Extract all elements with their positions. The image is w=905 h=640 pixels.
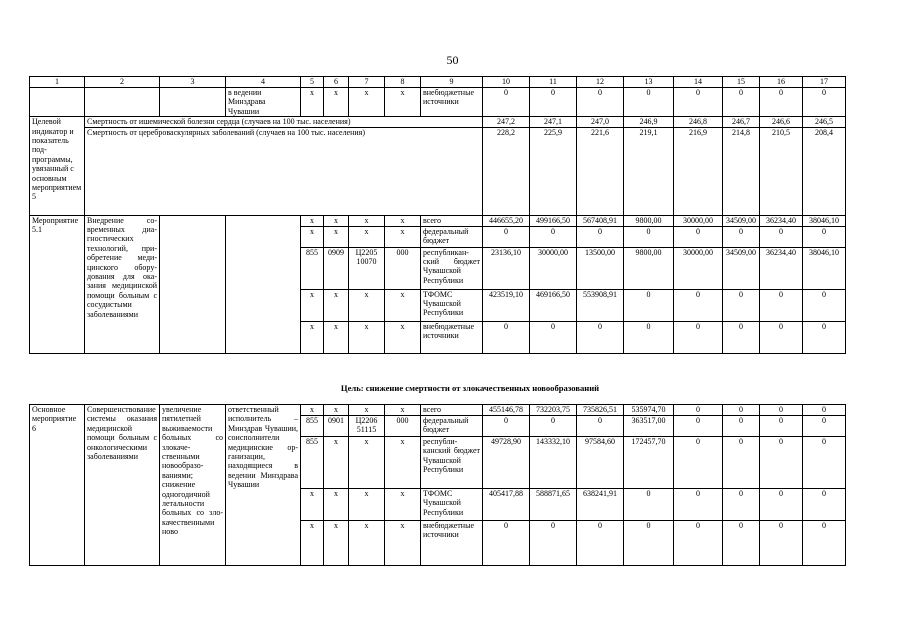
code-cell: x — [324, 405, 349, 416]
value-cell: 0 — [624, 321, 674, 353]
value-cell: 553908,91 — [577, 289, 624, 321]
code-cell: x — [324, 489, 349, 521]
column-number: 6 — [324, 77, 349, 88]
code-cell: 855 — [301, 247, 324, 289]
code-cell: x — [385, 437, 421, 489]
source-cell: внебюджетные источники — [421, 521, 483, 566]
value-cell: 732203,75 — [530, 405, 577, 416]
value-cell: 0 — [723, 437, 760, 489]
indicator-name: Смертность от цереброваскулярных заболеваний (случаев на 100 тыс. населения) — [85, 127, 483, 215]
table-row — [30, 215, 846, 226]
value-cell: 208,4 — [803, 127, 846, 215]
value-cell: 0 — [483, 416, 530, 437]
value-cell: 0 — [723, 321, 760, 353]
value-cell: 499166,50 — [530, 215, 577, 226]
measure-label: Основное мероприятие 6 — [30, 405, 85, 566]
value-cell: 0 — [530, 416, 577, 437]
value-cell: 0 — [803, 289, 846, 321]
page-number: 50 — [446, 53, 459, 67]
budget-table-lower — [29, 404, 846, 566]
value-cell: 535974,70 — [624, 405, 674, 416]
code-cell: x — [385, 405, 421, 416]
value-cell: 49728,90 — [483, 437, 530, 489]
code-cell: x — [349, 226, 385, 247]
value-cell: 0 — [803, 226, 846, 247]
value-cell: 0 — [674, 88, 723, 117]
value-cell: 246,7 — [723, 117, 760, 127]
value-cell: 34509,00 — [723, 247, 760, 289]
code-cell: x — [301, 321, 324, 353]
column-number: 15 — [723, 77, 760, 88]
value-cell: 0 — [803, 405, 846, 416]
value-cell: 0 — [624, 289, 674, 321]
code-cell: x — [385, 489, 421, 521]
code-cell: 855 — [301, 437, 324, 489]
value-cell: 0 — [674, 289, 723, 321]
value-cell: 0 — [674, 416, 723, 437]
empty-cell — [160, 215, 226, 353]
value-cell: 36234,40 — [760, 215, 803, 226]
source-cell: всего — [421, 215, 483, 226]
code-cell: x — [301, 405, 324, 416]
value-cell: 0 — [723, 405, 760, 416]
code-cell: x — [349, 437, 385, 489]
value-cell: 0 — [530, 88, 577, 117]
value-cell: 210,5 — [760, 127, 803, 215]
value-cell: 0 — [624, 88, 674, 117]
value-cell: 9800,00 — [624, 215, 674, 226]
code-cell: x — [385, 226, 421, 247]
code-cell: x — [385, 289, 421, 321]
value-cell: 0 — [760, 405, 803, 416]
column-number: 14 — [674, 77, 723, 88]
source-cell: ТФОМС Чувашской Республики — [421, 289, 483, 321]
code-cell: x — [301, 489, 324, 521]
measure-5-1-rows — [30, 215, 846, 353]
source-cell: внебюджетные источники — [421, 321, 483, 353]
value-cell: 30000,00 — [530, 247, 577, 289]
value-cell: 0 — [483, 226, 530, 247]
value-cell: 0 — [803, 521, 846, 566]
value-cell: 221,6 — [577, 127, 624, 215]
code-cell: 855 — [301, 416, 324, 437]
value-cell: 38046,10 — [803, 215, 846, 226]
value-cell: 13500,00 — [577, 247, 624, 289]
column-number: 16 — [760, 77, 803, 88]
value-cell: 0 — [530, 321, 577, 353]
budget-table-upper — [29, 76, 846, 354]
value-cell: 0 — [803, 437, 846, 489]
source-cell: федеральный бюджет — [421, 416, 483, 437]
value-cell: 0 — [760, 289, 803, 321]
column-number: 10 — [483, 77, 530, 88]
value-cell: 216,9 — [674, 127, 723, 215]
code-cell: x — [385, 88, 421, 117]
indicator-label: Целевой индикатор и показатель подпрограммы, увязанный с основным мероприятием 5 — [30, 117, 85, 215]
code-cell: x — [324, 215, 349, 226]
value-cell: 0 — [723, 521, 760, 566]
value-cell: 0 — [577, 88, 624, 117]
value-cell: 423519,10 — [483, 289, 530, 321]
value-cell: 0 — [674, 489, 723, 521]
value-cell: 246,5 — [803, 117, 846, 127]
value-cell: 0 — [674, 226, 723, 247]
measure-description: Совершенствование системы оказания медицинской помощи больным с онкологическими заболеваниями — [85, 405, 160, 566]
code-cell: x — [349, 88, 385, 117]
value-cell: 0 — [624, 226, 674, 247]
measure-label: Мероприятие 5.1 — [30, 215, 85, 353]
value-cell: 36234,40 — [760, 247, 803, 289]
measure-indicator: увеличение пятилетней выживаемости больных со злокачественными новообразованиями; снижение одногодичной летальности больных со злокачественными ново — [160, 405, 226, 566]
value-cell: 0 — [577, 321, 624, 353]
code-cell: x — [349, 215, 385, 226]
value-cell: 0 — [674, 521, 723, 566]
code-cell: 000 — [385, 247, 421, 289]
code-cell: x — [324, 289, 349, 321]
indicator-row — [30, 127, 846, 215]
value-cell: 455146,78 — [483, 405, 530, 416]
code-cell: x — [349, 289, 385, 321]
value-cell: 0 — [483, 321, 530, 353]
column-number: 17 — [803, 77, 846, 88]
code-cell: x — [301, 215, 324, 226]
column-number: 3 — [160, 77, 226, 88]
code-cell: x — [324, 521, 349, 566]
column-number: 13 — [624, 77, 674, 88]
column-number: 5 — [301, 77, 324, 88]
code-cell: 0909 — [324, 247, 349, 289]
table-row — [30, 405, 846, 416]
value-cell: 9800,00 — [624, 247, 674, 289]
value-cell: 247,1 — [530, 117, 577, 127]
column-number: 11 — [530, 77, 577, 88]
value-cell: 638241,91 — [577, 489, 624, 521]
empty-cell — [226, 215, 301, 353]
value-cell: 30000,00 — [674, 247, 723, 289]
value-cell: 0 — [674, 405, 723, 416]
value-cell: 469166,50 — [530, 289, 577, 321]
value-cell: 0 — [624, 489, 674, 521]
value-cell: 0 — [624, 521, 674, 566]
column-number: 1 — [30, 77, 85, 88]
value-cell: 0 — [760, 416, 803, 437]
code-cell: x — [349, 405, 385, 416]
value-cell: 0 — [803, 321, 846, 353]
value-cell: 567408,91 — [577, 215, 624, 226]
value-cell: 38046,10 — [803, 247, 846, 289]
header-row — [30, 77, 846, 88]
value-cell: 363517,00 — [624, 416, 674, 437]
code-cell: Ц2205 10070 — [349, 247, 385, 289]
value-cell: 97584,60 — [577, 437, 624, 489]
value-cell: 214,8 — [723, 127, 760, 215]
column-number: 12 — [577, 77, 624, 88]
value-cell: 0 — [674, 437, 723, 489]
value-cell: 247,0 — [577, 117, 624, 127]
column-number: 4 — [226, 77, 301, 88]
source-cell: всего — [421, 405, 483, 416]
source-cell: республиканский бюджет Чувашской Республики — [421, 437, 483, 489]
value-cell: 172457,70 — [624, 437, 674, 489]
value-cell: 0 — [760, 489, 803, 521]
value-cell: 225,9 — [530, 127, 577, 215]
code-cell: x — [301, 88, 324, 117]
value-cell: 247,2 — [483, 117, 530, 127]
value-cell: 0 — [723, 489, 760, 521]
value-cell: 228,2 — [483, 127, 530, 215]
responsible-cell: в ведении Минздрава Чувашии — [226, 88, 301, 117]
measure-responsible: ответственный исполнитель – Минздрав Чувашии, соисполнители медицинские организации, находящиеся в ведении Минздрава Чувашии — [226, 405, 301, 566]
value-cell: 0 — [803, 489, 846, 521]
code-cell: x — [301, 226, 324, 247]
value-cell: 0 — [760, 226, 803, 247]
column-number: 8 — [385, 77, 421, 88]
value-cell: 143332,10 — [530, 437, 577, 489]
value-cell: 246,9 — [624, 117, 674, 127]
value-cell: 30000,00 — [674, 215, 723, 226]
code-cell: 000 — [385, 416, 421, 437]
value-cell: 0 — [530, 226, 577, 247]
value-cell: 0 — [803, 416, 846, 437]
column-number: 9 — [421, 77, 483, 88]
code-cell: x — [349, 321, 385, 353]
value-cell: 405417,88 — [483, 489, 530, 521]
value-cell: 735826,51 — [577, 405, 624, 416]
source-cell: республиканский бюджет Чувашской Республики — [421, 247, 483, 289]
value-cell: 588871,65 — [530, 489, 577, 521]
value-cell: 0 — [760, 321, 803, 353]
value-cell: 0 — [577, 521, 624, 566]
value-cell: 0 — [760, 521, 803, 566]
value-cell: 0 — [530, 521, 577, 566]
value-cell: 0 — [483, 88, 530, 117]
top-continuation-row — [30, 88, 846, 117]
indicator-row — [30, 117, 846, 127]
value-cell: 0 — [723, 289, 760, 321]
code-cell: x — [301, 521, 324, 566]
measure-description: Внедрение современных диагностических технологий, приобретение медицинского оборудования для оказания медицинской помощи больным с сосудистыми заболеваниями — [85, 215, 160, 353]
code-cell: x — [324, 88, 349, 117]
value-cell: 0 — [577, 226, 624, 247]
value-cell: 0 — [760, 437, 803, 489]
code-cell: Ц2206 51115 — [349, 416, 385, 437]
code-cell: x — [385, 521, 421, 566]
value-cell: 0 — [723, 226, 760, 247]
value-cell: 0 — [760, 88, 803, 117]
value-cell: 23136,10 — [483, 247, 530, 289]
code-cell: x — [349, 521, 385, 566]
source-cell: ТФОМС Чувашской Республики — [421, 489, 483, 521]
value-cell: 0 — [577, 416, 624, 437]
code-cell: x — [385, 321, 421, 353]
value-cell: 246,8 — [674, 117, 723, 127]
code-cell: x — [324, 437, 349, 489]
value-cell: 0 — [674, 321, 723, 353]
value-cell: 0 — [803, 88, 846, 117]
indicator-name: Смертность от ишемической болезни сердца (случаев на 100 тыс. населения) — [85, 117, 483, 127]
column-number: 2 — [85, 77, 160, 88]
value-cell: 246,6 — [760, 117, 803, 127]
source-cell: федеральный бюджет — [421, 226, 483, 247]
code-cell: x — [324, 226, 349, 247]
measure-6-rows — [30, 405, 846, 566]
code-cell: x — [324, 321, 349, 353]
code-cell: x — [301, 289, 324, 321]
value-cell: 219,1 — [624, 127, 674, 215]
goal-heading: Цель: снижение смертности от злокачественных новообразований — [340, 383, 600, 393]
value-cell: 0 — [723, 416, 760, 437]
code-cell: x — [349, 489, 385, 521]
value-cell: 0 — [723, 88, 760, 117]
code-cell: 0901 — [324, 416, 349, 437]
code-cell: x — [385, 215, 421, 226]
source-cell: внебюджетные источники — [421, 88, 483, 117]
value-cell: 446655,20 — [483, 215, 530, 226]
value-cell: 34509,00 — [723, 215, 760, 226]
column-number: 7 — [349, 77, 385, 88]
value-cell: 0 — [483, 521, 530, 566]
